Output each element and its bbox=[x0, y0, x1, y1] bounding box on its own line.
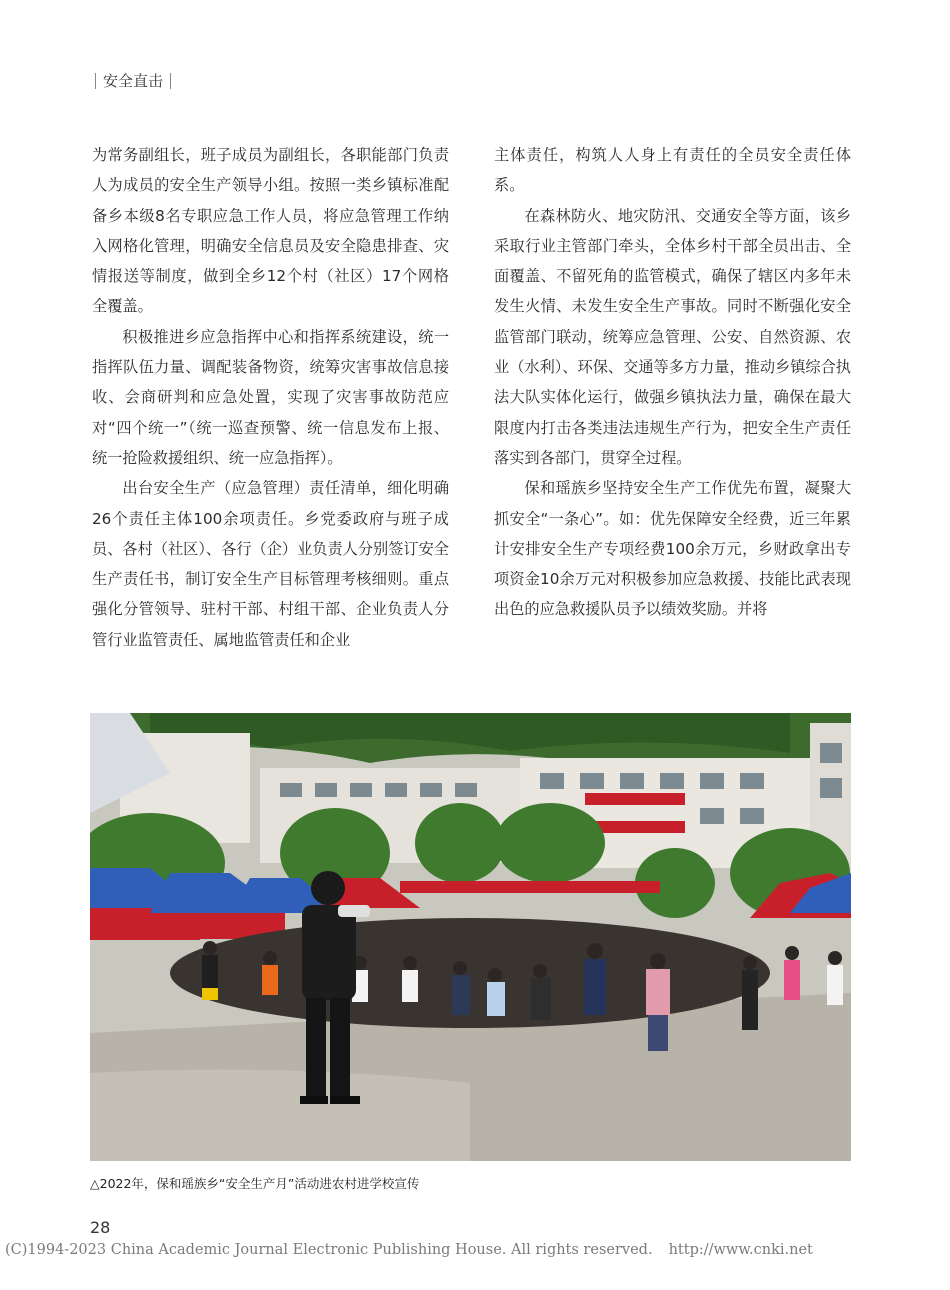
footer-url[interactable]: http://www.cnki.net bbox=[668, 1242, 813, 1258]
section-header bbox=[88, 70, 178, 91]
paragraph: 保和瑶族乡坚持安全生产工作优先布置，凝聚大抓安全“一条心”。如：优先保障安全经费，近三年累计安排安全生产专项经费100余万元，乡财政拿出专项资金10余万元对积极参加应急救援、技能比武表现出色的应急救援队员予以绩效奖励。并将 bbox=[494, 479, 851, 619]
paragraph: 积极推进乡应急指挥中心和指挥系统建设，统一指挥队伍力量、调配装备物资，统筹灾害事故信息接收、会商研判和应急处置，实现了灾害事故防范应对“四个统一”（统一巡查预警、统一信息发布上报、统一抢险救援组织、统一应急指挥）。 bbox=[92, 327, 449, 467]
event-photo-illustration bbox=[90, 713, 851, 1161]
left-text-column bbox=[92, 140, 449, 655]
paragraph: 在森林防火、地灾防汛、交通安全等方面，该乡采取行业主管部门牵头，全体乡村干部全员出击、全面覆盖、不留死角的监管模式，确保了辖区内多年未发生火情、未发生安全生产事故。同时不断强化安全监管部门联动，统筹应急管理、公安、自然资源、农业（水利）、环保、交通等多方力量，推动乡镇综合执法大队实体化运行，做强乡镇执法力量，确保在最大限度内打击各类违法违规生产行为，把安全生产责任落实到各部门，贯穿全过程。 bbox=[494, 206, 851, 467]
header-divider-left bbox=[95, 73, 96, 89]
event-photo bbox=[90, 713, 851, 1161]
paragraph: 为常务副组长，班子成员为副组长，各职能部门负责人为成员的安全生产领导小组。按照一类乡镇标准配备乡本级8名专职应急工作人员，将应急管理工作纳入网格化管理，明确安全信息员及安全隐患排查、灾情报送等制度，做到全乡12个村（社区）17个网格全覆盖。 bbox=[92, 146, 449, 316]
paragraph: 出台安全生产（应急管理）责任清单，细化明确26个责任主体100余项责任。乡党委政府与班子成员、各村（社区）、各行（企）业负责人分别签订安全生产责任书，制订安全生产目标管理考核细则。重点强化分管领导、驻村干部、村组干部、企业负责人分管行业监管责任、属地监管责任和企业 bbox=[92, 479, 449, 649]
page-number: 28 bbox=[90, 1218, 111, 1237]
header-divider-right bbox=[170, 73, 171, 89]
section-title: 安全直击 bbox=[103, 72, 164, 90]
photo-caption: △2022年，保和瑶族乡“安全生产月”活动进农村进学校宣传 bbox=[90, 1176, 420, 1191]
paragraph: 主体责任，构筑人人身上有责任的全员安全责任体系。 bbox=[494, 146, 851, 195]
copyright-text: (C)1994-2023 China Academic Journal Electronic Publishing House. All rights reserved. bbox=[5, 1242, 653, 1258]
right-text-column bbox=[494, 140, 851, 625]
copyright-line bbox=[5, 1242, 813, 1258]
